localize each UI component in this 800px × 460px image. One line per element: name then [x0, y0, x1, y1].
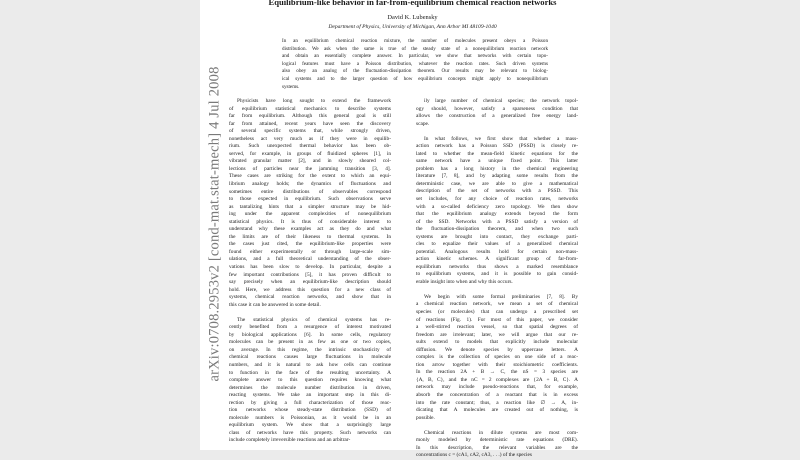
text-line: dicating that A molecules are created out of nothing, is — [416, 407, 578, 414]
text-line: possible. — [416, 414, 435, 421]
text-line: complete answer to this question requires knowing what — [229, 377, 391, 384]
text-line: this case it can be answered in some detail. — [229, 301, 321, 308]
text-line: lated to whether the mean-field kinetic equations for the — [416, 150, 578, 157]
text-line: hold. Here, we address this question for a new class of — [229, 286, 391, 293]
text-line: tion networks whose steady-state distribution (SSD) of — [229, 407, 391, 414]
author-name: David K. Lubensky — [387, 14, 438, 21]
text-line: diffusion. We denote species by uppercase letters. A — [416, 346, 578, 353]
text-line: reacting systems. We take an important step in this di- — [229, 392, 391, 399]
text-line: problem has a long history in the chemical engineering — [416, 165, 578, 172]
text-line: rium. Such unexpected thermal behavior has been ob- — [229, 143, 391, 150]
abstract — [282, 38, 548, 91]
text-line: molecules can be present in as few as one or two copies, — [229, 339, 391, 346]
text-line: logical features must have a Poisson distribution, whatever the reaction rates. Such driven systems — [282, 60, 548, 67]
paragraph — [416, 136, 578, 287]
text-line: a chemical reaction network, we mean a set of chemical — [416, 301, 578, 308]
text-line: vibrated granular matter [2], and in slowly sheared col- — [229, 158, 391, 165]
text-line: systems. — [282, 83, 300, 90]
text-line: equilibrium networks thus shows a marked resemblance — [416, 263, 578, 270]
paragraph — [416, 430, 578, 460]
text-line: action network has a Poisson SSD (PSSD) is closely re- — [416, 143, 578, 150]
text-line: rection by giving a full characterization of those reac- — [229, 399, 391, 406]
right-column — [416, 98, 578, 460]
text-line: systems are brought into contact, they exchange parti- — [416, 233, 578, 240]
paragraph-gap — [416, 287, 578, 294]
text-line: statistical physics. It is thus of considerable interest to — [229, 218, 391, 225]
text-line: ily large number of chemical species; the network topol- — [424, 98, 578, 104]
paragraph-gap — [229, 309, 391, 316]
text-line: to those expected in equilibrium. Such observations serve — [229, 196, 391, 203]
text-line: In the reaction 2A + B → C, the nS = 3 species are — [416, 369, 578, 376]
text-line: class of networks have this property. Such networks can — [229, 429, 391, 436]
text-line: sults extend to models that explicitly include molecular — [416, 339, 578, 346]
text-line: description of the set of networks with a PSSD. This — [416, 188, 578, 195]
text-line: In what follows, we first show that whether a mass- — [424, 135, 578, 142]
text-line: chemical reactions causes large fluctuations in molecule — [229, 354, 391, 361]
text-line: understand why these examples act as they do and what — [229, 226, 391, 233]
text-line: equilibrium system. We show that a surprisingly large — [229, 422, 391, 429]
text-line: also obey an analog of the fluctuation-dissipation theorem. Our results may be relevant to biolog- — [282, 68, 548, 75]
text-line: literature [7, 8], and by adapting some results from the — [416, 173, 578, 180]
text-line: on average. In this regime, the intrinsic stochasticity of — [229, 346, 391, 353]
text-line: The statistical physics of chemical systems has re- — [237, 316, 391, 323]
text-line: of the SSD. Networks with a PSSD satisfy a version of — [416, 218, 578, 225]
text-line: erable insight into when and why this occurs. — [416, 278, 513, 285]
text-line: deterministic case, we are able to give a mathematical — [416, 180, 578, 187]
text-line: numbers, and it is natural to ask how cells can continue — [229, 361, 391, 368]
paragraph — [229, 98, 391, 309]
text-line: and obtain an essentially complete answer. In particular, we show that networks with certain topo- — [282, 53, 548, 60]
text-line: action kinetic schemes. A significant group of far-from- — [416, 256, 578, 263]
text-line: We begin with some formal preliminaries [7, 8]. By — [424, 293, 578, 300]
text-line: include completely irreversible reactions and an arbitrar- — [229, 437, 351, 444]
text-line: few important contributions [5], it has proven difficult to — [229, 271, 391, 278]
text-line: lections of particles near the jamming transition [3, 4]. — [229, 165, 391, 172]
text-line: cles to equalize their values of a generalized chemical — [416, 241, 578, 248]
text-line: Physicists have long sought to extend the framework — [237, 98, 391, 104]
text-line: {A, B, C}, and the nC = 2 complexes are {2A + B, C}. A — [416, 376, 578, 383]
text-line: far from equilibrium. Although this general goal is still — [229, 113, 391, 120]
text-line: vations has been slow to develop. In particular, despite a — [229, 264, 391, 271]
text-line: molecule numbers is Poissonian, as it would be in an — [229, 414, 391, 421]
text-line: ing under the apparent complexities of nonequilibrium — [229, 211, 391, 218]
text-line: These cases are striking for the extent to which an equi- — [229, 173, 391, 180]
paper-title: Equilibrium-like behavior in far-from-equilibrium chemical reaction networks — [268, 0, 557, 7]
text-line: monly modeled by deterministic rate equations (DRE). — [416, 437, 578, 444]
text-line: potential. Analogous results hold for certain non-mass- — [416, 248, 578, 255]
text-line: distribution. We ask when the same is true of the steady state of a nonequilibrium reaction network — [282, 45, 548, 52]
text-line: found either experimentally or through large-scale sim- — [229, 248, 391, 255]
text-line: tion arrow together with their stoichiometric coefficients. — [416, 361, 578, 368]
paragraph-gap — [416, 422, 578, 429]
left-column — [229, 98, 391, 445]
text-line: ulations, and a full theoretical understanding of the obser- — [229, 256, 391, 263]
paragraph — [229, 317, 391, 445]
paragraph — [416, 98, 578, 128]
author-affiliation: Department of Physics, University of Michigan, Ann Arbor MI 48109-1040 — [328, 24, 497, 30]
text-line: nonetheless act very much as if they were in equilib- — [229, 135, 391, 142]
text-line: the limits are of their likeness to thermal systems. In — [229, 233, 391, 240]
text-line: concentrations c = (cA1, cA2, cA3, . . .) of the species — [416, 452, 532, 459]
text-line: served, for example, in groups of fluidized spheres [1], in — [229, 150, 391, 157]
text-line: cently benefited from a resurgence of interest motivated — [229, 324, 391, 331]
text-line: far from attained, recent years have seen the discovery — [229, 120, 391, 127]
text-line: a well-stirred reaction vessel, so that spatial degrees of — [416, 324, 578, 331]
text-line: that the equilibrium analogy extends beyond the form — [416, 211, 578, 218]
text-line: network may include pseudo-reactions that, for example, — [416, 384, 578, 391]
text-line: to function in the face of the resulting uncertainty. A — [229, 369, 391, 376]
text-line: the fluctuation-dissipation theorem, and when two such — [416, 226, 578, 233]
arxiv-stamp — [205, 64, 225, 384]
text-line: complex is the collection of species on one side of a reac- — [416, 354, 578, 361]
text-line: In an equilibrium chemical reaction mixture, the number of molecules present obeys a Poisson — [282, 38, 548, 44]
text-line: sometimes entire distributions of observables correspond — [229, 188, 391, 195]
paragraph — [416, 294, 578, 422]
text-line: ical systems and to the larger question of how equilibrium concepts might apply to nonequilibrium — [282, 75, 548, 82]
text-line: librium analogy holds; the dynamics of fluctuations and — [229, 181, 391, 188]
arxiv-identifier: arXiv:0708.2953v2 [cond-mat.stat-mech] 4 Jul 2008 — [206, 66, 223, 382]
text-line: same network have a unique fixed point. This latter — [416, 158, 578, 165]
paragraph-gap — [416, 128, 578, 135]
text-line: scape. — [416, 120, 430, 127]
text-line: to equilibrium systems, and it is possible to gain consid- — [416, 271, 578, 278]
text-line: Chemical reactions in dilute systems are most com- — [424, 429, 578, 436]
text-line: of equilibrium statistical mechanics to describe systems — [229, 105, 391, 112]
text-line: by biological applications [6]. In some cells, regulatory — [229, 331, 391, 338]
text-line: into the rate constant; thus, a reaction like ∅ → A, in- — [416, 399, 578, 406]
text-line: allows the construction of a generalized free energy land- — [416, 113, 578, 120]
text-line: species (or molecules) that can undergo a prescribed set — [416, 309, 578, 315]
text-line: In this description, the relevant variables are the — [416, 444, 578, 451]
text-line: of reactions (Fig. 1). For most of this paper, we consider — [416, 316, 578, 323]
text-line: set includes, for any choice of reaction rates, networks — [416, 195, 578, 202]
text-line: freedom are irrelevant; later, we will argue that our re- — [416, 331, 578, 338]
text-line: the cases just cited, the equilibrium-like properties were — [229, 241, 391, 248]
text-line: as tantalizing hints that a simpler structure may be hid- — [229, 203, 391, 210]
text-line: of several specific systems that, while strongly driven, — [229, 128, 391, 135]
text-line: ogy should, however, satisfy a sparseness condition that — [416, 105, 578, 112]
text-line: with a so-called deficiency zero topology. We then show — [416, 203, 578, 210]
text-line: determines the molecule number distribution in driven, — [229, 384, 391, 391]
text-line: systems, chemical reaction networks, and show that in — [229, 294, 391, 301]
text-line: say precisely when an equilibrium-like description should — [229, 279, 391, 286]
text-line: absorb the concentration of a reactant that is in excess — [416, 392, 578, 399]
